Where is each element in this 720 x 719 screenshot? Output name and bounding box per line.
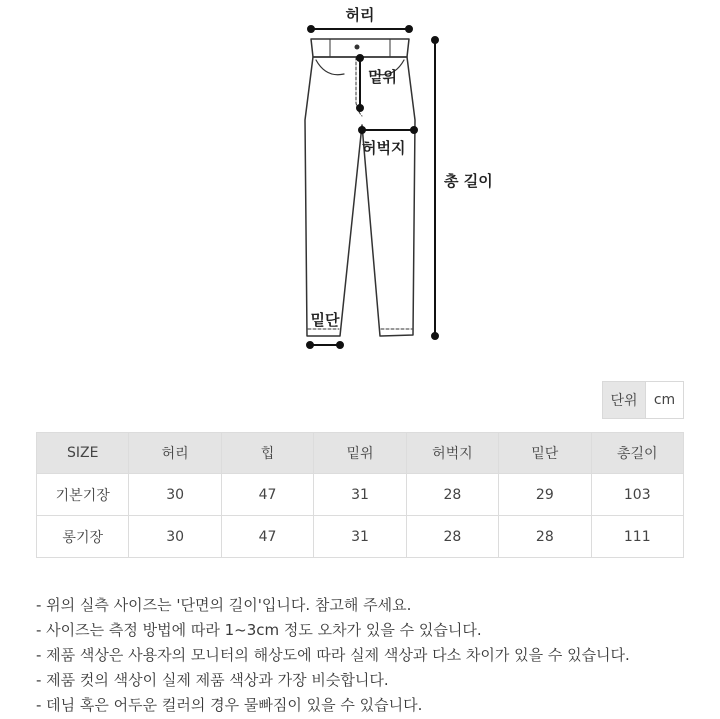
cell-total-length: 103	[591, 474, 683, 516]
note-item: - 제품 컷의 색상이 실제 제품 색상과 가장 비슷합니다.	[36, 671, 389, 689]
table-header-row	[37, 433, 684, 474]
header-total-length: 총길이	[591, 433, 683, 474]
note-item: - 사이즈는 측정 방법에 따라 1~3cm 정도 오차가 있을 수 있습니다.	[36, 621, 482, 639]
button-icon	[355, 45, 360, 50]
total-length-label: 총 길이	[444, 172, 493, 190]
cell-thigh: 28	[406, 474, 498, 516]
cell-total-length: 111	[591, 516, 683, 558]
unit-value: cm	[646, 382, 683, 418]
table-row	[37, 474, 684, 516]
header-thigh: 허벅지	[406, 433, 498, 474]
waist-label: 허리	[345, 6, 375, 24]
cell-hem: 28	[499, 516, 591, 558]
header-hip: 힙	[221, 433, 313, 474]
cell-thigh: 28	[406, 516, 498, 558]
cell-waist: 30	[129, 516, 221, 558]
unit-indicator	[602, 381, 684, 419]
header-hem: 밑단	[499, 433, 591, 474]
note-item: - 제품 색상은 사용자의 모니터의 해상도에 따라 실제 색상과 다소 차이가 있을 수 있습니다.	[36, 646, 630, 664]
cell-hip: 47	[221, 474, 313, 516]
hem-label: 밑단	[310, 311, 340, 329]
unit-label: 단위	[603, 382, 646, 418]
header-rise: 밑위	[314, 433, 406, 474]
note-item: - 데님 혹은 어두운 컬러의 경우 물빠짐이 있을 수 있습니다.	[36, 696, 423, 714]
note-item: - 위의 실측 사이즈는 '단면의 길이'입니다. 참고해 주세요.	[36, 596, 412, 614]
table-row	[37, 516, 684, 558]
header-waist: 허리	[129, 433, 221, 474]
cell-waist: 30	[129, 474, 221, 516]
thigh-label: 허벅지	[362, 139, 406, 157]
rise-label: 밑위	[368, 68, 397, 86]
size-notes	[36, 593, 630, 718]
row-size-name: 롱기장	[37, 516, 129, 558]
cell-hem: 29	[499, 474, 591, 516]
cell-hip: 47	[221, 516, 313, 558]
header-size: SIZE	[37, 433, 129, 474]
row-size-name: 기본기장	[37, 474, 129, 516]
size-table	[36, 432, 684, 558]
cell-rise: 31	[314, 516, 406, 558]
cell-rise: 31	[314, 474, 406, 516]
